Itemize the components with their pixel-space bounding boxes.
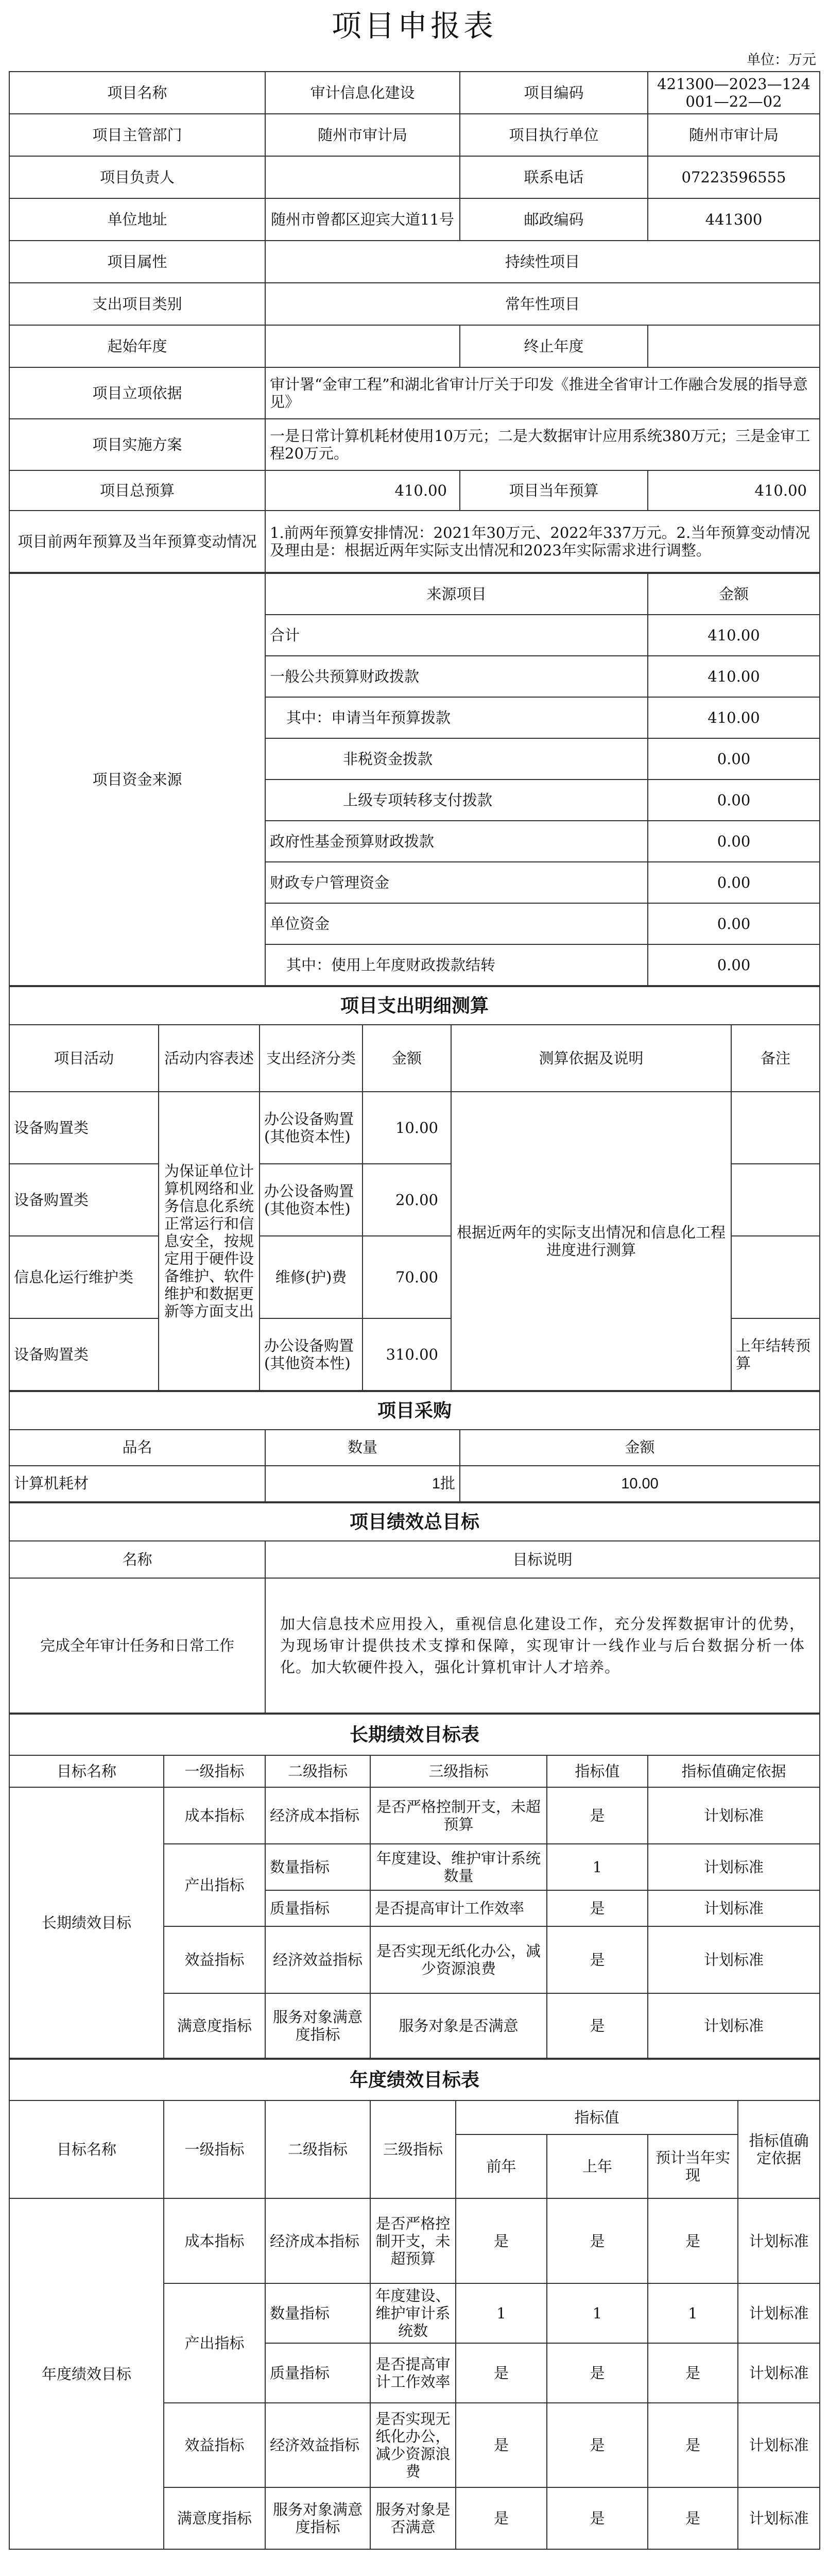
funding-row-amount: 0.00: [648, 944, 820, 986]
procurement-section-title: 项目采购: [9, 1392, 820, 1430]
project-name-value: 审计信息化建设: [265, 72, 460, 114]
annual-level1: 产出指标: [164, 2283, 265, 2403]
year-budget-label: 项目当年预算: [460, 470, 648, 511]
longterm-value: 是: [547, 1787, 648, 1844]
overall-target-desc: 加大信息技术应用投入，重视信息化建设工作，充分发挥数据审计的优势，为现场审计提供技术支撑和保障，实现审计一线作业与后台数据分析一体化。加大软硬件投入，强化计算机审计人才培养。: [265, 1578, 820, 1713]
longterm-value: 是: [547, 1890, 648, 1926]
funding-row-amount: 0.00: [648, 821, 820, 862]
start-year-label: 起始年度: [9, 325, 265, 367]
detail-content: 为保证单位计算机网络和业务信息化系统正常运行和信息安全，按规定用于硬件设备维护、软件维护和数据更新等方面支出: [159, 1092, 260, 1391]
annual-value-current: 是: [648, 2343, 738, 2403]
funding-row-name: 上级专项转移支付拨款: [265, 779, 648, 821]
detail-econ: 维修(护)费: [260, 1236, 363, 1318]
procurement-item-amount: 10.00: [460, 1466, 820, 1502]
funding-row-name: 非税资金拨款: [265, 738, 648, 779]
project-code-value: 421300—2023—124001—22—02: [648, 72, 820, 114]
funding-row-amount: 0.00: [648, 903, 820, 944]
basic-info-table: [9, 71, 820, 573]
longterm-level1: 成本指标: [164, 1787, 265, 1844]
annual-level3: 是否提高审计工作效率: [370, 2343, 456, 2403]
exec-value: 随州市审计局: [648, 114, 820, 156]
address-value: 随州市曾都区迎宾大道11号: [265, 198, 460, 241]
annual-level2: 服务对象满意度指标: [265, 2487, 370, 2549]
longterm-level2: 经济效益指标: [265, 1926, 370, 1993]
annual-header-values: 指标值: [456, 2100, 738, 2134]
annual-value-prev1: 是: [547, 2487, 648, 2549]
total-budget-value: 410.00: [265, 470, 460, 511]
total-budget-label: 项目总预算: [9, 470, 265, 511]
page-title: 项目申报表: [331, 8, 496, 43]
longterm-level1: 满意度指标: [164, 1993, 265, 2058]
longterm-level3: 服务对象是否满意: [370, 1993, 547, 2058]
detail-note: 上年结转预算: [731, 1318, 820, 1391]
funding-header-source: 来源项目: [265, 573, 648, 615]
postcode-label: 邮政编码: [460, 198, 648, 241]
detail-amount: 10.00: [363, 1092, 451, 1164]
annual-level2: 质量指标: [265, 2343, 370, 2403]
detail-section-title: 项目支出明细测算: [9, 987, 820, 1025]
annual-basis: 计划标准: [738, 2403, 820, 2487]
annual-header: 一级指标: [164, 2100, 265, 2198]
annual-value-prev1: 是: [547, 2343, 648, 2403]
annual-value-prev2: 1: [456, 2283, 547, 2343]
longterm-level3: 是否提高审计工作效率: [370, 1890, 547, 1926]
year-budget-value: 410.00: [648, 470, 820, 511]
overall-target-name: 完成全年审计任务和日常工作: [9, 1578, 265, 1713]
longterm-level3: 是否严格控制开支，未超预算: [370, 1787, 547, 1844]
longterm-level1: 产出指标: [164, 1844, 265, 1926]
detail-header: 金额: [363, 1025, 451, 1092]
category-value: 常年性项目: [265, 283, 820, 325]
phone-value: 07223596555: [648, 156, 820, 198]
annual-level3: 年度建设、维护审计系统数: [370, 2283, 456, 2343]
annual-value-prev2: 是: [456, 2343, 547, 2403]
annual-value-current: 是: [648, 2487, 738, 2549]
basis-value: 审计署“金审工程”和湖北省审计厅关于印发《推进全省审计工作融合发展的指导意见》: [265, 367, 820, 419]
longterm-level1: 效益指标: [164, 1926, 265, 1993]
longterm-header: 三级指标: [370, 1755, 547, 1787]
funding-row-amount: 0.00: [648, 738, 820, 779]
annual-level2: 数量指标: [265, 2283, 370, 2343]
budget-change-label: 项目前两年预算及当年预算变动情况: [9, 511, 265, 572]
address-label: 单位地址: [9, 198, 265, 241]
detail-note: [731, 1164, 820, 1236]
funding-row-amount: 0.00: [648, 862, 820, 903]
annual-value-prev2: 是: [456, 2198, 547, 2283]
annual-level2: 经济效益指标: [265, 2403, 370, 2487]
dept-value: 随州市审计局: [265, 114, 460, 156]
annual-header: 指标值确定依据: [738, 2100, 820, 2198]
longterm-table: [9, 1714, 820, 2059]
dept-label: 项目主管部门: [9, 114, 265, 156]
attr-value: 持续性项目: [265, 241, 820, 283]
overall-section-title: 项目绩效总目标: [9, 1503, 820, 1541]
detail-table: [9, 986, 820, 1391]
annual-table: [9, 2059, 820, 2550]
funding-row-amount: 410.00: [648, 697, 820, 738]
longterm-header: 指标值确定依据: [648, 1755, 820, 1787]
basis-label: 项目立项依据: [9, 367, 265, 419]
annual-basis: 计划标准: [738, 2343, 820, 2403]
procurement-header: 品名: [9, 1430, 265, 1466]
annual-value-prev1: 1: [547, 2283, 648, 2343]
end-year-value: [648, 325, 820, 367]
longterm-header: 指标值: [547, 1755, 648, 1787]
detail-basis: 根据近两年的实际支出情况和信息化工程进度进行测算: [451, 1092, 731, 1391]
funding-row-name: 财政专户管理资金: [265, 862, 648, 903]
leader-label: 项目负责人: [9, 156, 265, 198]
annual-value-prev2: 是: [456, 2403, 547, 2487]
unit-label: 单位：万元: [747, 52, 816, 68]
detail-amount: 310.00: [363, 1318, 451, 1391]
category-label: 支出项目类别: [9, 283, 265, 325]
funding-label: 项目资金来源: [9, 573, 265, 986]
funding-row-amount: 410.00: [648, 656, 820, 697]
annual-basis: 计划标准: [738, 2487, 820, 2549]
procurement-table: [9, 1391, 820, 1502]
annual-level2: 经济成本指标: [265, 2198, 370, 2283]
procurement-header: 金额: [460, 1430, 820, 1466]
project-application-form: [9, 0, 819, 2550]
procurement-item-qty: 1批: [265, 1466, 460, 1502]
annual-header: 二级指标: [265, 2100, 370, 2198]
annual-value-current: 1: [648, 2283, 738, 2343]
annual-header-prev2: 前年: [456, 2134, 547, 2198]
funding-row-name: 政府性基金预算财政拨款: [265, 821, 648, 862]
detail-header: 活动内容表述: [159, 1025, 260, 1092]
detail-note: [731, 1236, 820, 1318]
phone-label: 联系电话: [460, 156, 648, 198]
detail-amount: 20.00: [363, 1164, 451, 1236]
plan-label: 项目实施方案: [9, 419, 265, 470]
longterm-header: 一级指标: [164, 1755, 265, 1787]
annual-level1: 效益指标: [164, 2403, 265, 2487]
overall-header: 目标说明: [265, 1541, 820, 1578]
plan-value: 一是日常计算机耗材使用10万元；二是大数据审计应用系统380万元；三是金审工程20万元。: [265, 419, 820, 470]
longterm-value: 是: [547, 1926, 648, 1993]
start-year-value: [265, 325, 460, 367]
funding-row-name: 合计: [265, 615, 648, 656]
annual-level3: 是否严格控制开支，未超预算: [370, 2198, 456, 2283]
funding-table: [9, 573, 820, 986]
longterm-value: 1: [547, 1844, 648, 1890]
longterm-header: 二级指标: [265, 1755, 370, 1787]
funding-row-name: 一般公共预算财政拨款: [265, 656, 648, 697]
procurement-item-name: 计算机耗材: [9, 1466, 265, 1502]
annual-value-prev1: 是: [547, 2403, 648, 2487]
annual-value-current: 是: [648, 2198, 738, 2283]
budget-change-value: 1.前两年预算安排情况：2021年30万元、2022年337万元。2.当年预算变动情况及理由是：根据近两年实际支出情况和2023年实际需求进行调整。: [265, 511, 820, 572]
longterm-level3: 是否实现无纸化办公，减少资源浪费: [370, 1926, 547, 1993]
annual-value-prev1: 是: [547, 2198, 648, 2283]
exec-label: 项目执行单位: [460, 114, 648, 156]
funding-row-name: 其中：申请当年预算拨款: [265, 697, 648, 738]
longterm-basis: 计划标准: [648, 1844, 820, 1890]
longterm-level2: 经济成本指标: [265, 1787, 370, 1844]
longterm-header: 目标名称: [9, 1755, 164, 1787]
leader-value: [265, 156, 460, 198]
detail-header: 测算依据及说明: [451, 1025, 731, 1092]
annual-value-current: 是: [648, 2403, 738, 2487]
overall-header: 名称: [9, 1541, 265, 1578]
annual-header-current: 预计当年实现: [648, 2134, 738, 2198]
funding-header-amount: 金额: [648, 573, 820, 615]
annual-basis: 计划标准: [738, 2198, 820, 2283]
annual-header: 目标名称: [9, 2100, 164, 2198]
detail-econ: 办公设备购置(其他资本性): [260, 1318, 363, 1391]
funding-row-amount: 0.00: [648, 779, 820, 821]
longterm-target-name: 长期绩效目标: [9, 1787, 164, 2058]
annual-basis: 计划标准: [738, 2283, 820, 2343]
annual-level3: 服务对象是否满意: [370, 2487, 456, 2549]
detail-header: 支出经济分类: [260, 1025, 363, 1092]
detail-activity: 设备购置类: [9, 1318, 159, 1391]
annual-level1: 满意度指标: [164, 2487, 265, 2549]
project-code-label: 项目编码: [460, 72, 648, 114]
longterm-basis: 计划标准: [648, 1787, 820, 1844]
detail-econ: 办公设备购置(其他资本性): [260, 1092, 363, 1164]
detail-header: 备注: [731, 1025, 820, 1092]
overall-target-table: [9, 1502, 820, 1714]
funding-row-name: 单位资金: [265, 903, 648, 944]
annual-level1: 成本指标: [164, 2198, 265, 2283]
longterm-section-title: 长期绩效目标表: [9, 1714, 820, 1755]
detail-note: [731, 1092, 820, 1164]
annual-section-title: 年度绩效目标表: [9, 2059, 820, 2100]
funding-row-name: 其中：使用上年度财政拨款结转: [265, 944, 648, 986]
attr-label: 项目属性: [9, 241, 265, 283]
project-name-label: 项目名称: [9, 72, 265, 114]
longterm-basis: 计划标准: [648, 1890, 820, 1926]
detail-activity: 设备购置类: [9, 1092, 159, 1164]
funding-row-amount: 410.00: [648, 615, 820, 656]
annual-header-prev1: 上年: [547, 2134, 648, 2198]
detail-activity: 设备购置类: [9, 1164, 159, 1236]
annual-header: 三级指标: [370, 2100, 456, 2198]
longterm-basis: 计划标准: [648, 1993, 820, 2058]
detail-header: 项目活动: [9, 1025, 159, 1092]
longterm-level2: 服务对象满意度指标: [265, 1993, 370, 2058]
end-year-label: 终止年度: [460, 325, 648, 367]
longterm-level2: 质量指标: [265, 1890, 370, 1926]
detail-amount: 70.00: [363, 1236, 451, 1318]
detail-activity: 信息化运行维护类: [9, 1236, 159, 1318]
longterm-value: 是: [547, 1993, 648, 2058]
annual-level3: 是否实现无纸化办公，减少资源浪费: [370, 2403, 456, 2487]
longterm-basis: 计划标准: [648, 1926, 820, 1993]
annual-value-prev2: 是: [456, 2487, 547, 2549]
longterm-level2: 数量指标: [265, 1844, 370, 1890]
detail-econ: 办公设备购置(其他资本性): [260, 1164, 363, 1236]
procurement-header: 数量: [265, 1430, 460, 1466]
annual-target-name: 年度绩效目标: [9, 2198, 164, 2549]
postcode-value: 441300: [648, 198, 820, 241]
longterm-level3: 年度建设、维护审计系统数量: [370, 1844, 547, 1890]
